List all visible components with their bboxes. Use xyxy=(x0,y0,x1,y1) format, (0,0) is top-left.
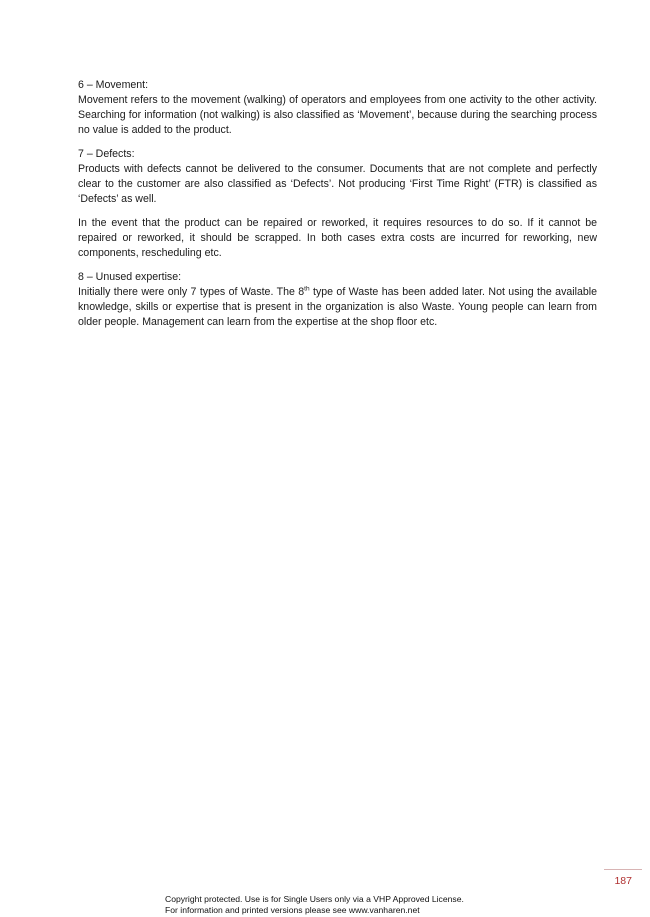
section-unused-expertise xyxy=(78,270,597,330)
page-content xyxy=(78,78,597,339)
footer-line-copyright: Copyright protected. Use is for Single Users only via a VHP Approved License. xyxy=(165,894,464,904)
section-movement xyxy=(78,78,597,138)
paragraph-text-before: Initially there were only 7 types of Waste. The 8 xyxy=(78,286,305,298)
section-paragraph xyxy=(78,285,597,330)
section-heading: 7 – Defects: xyxy=(78,148,135,160)
section-heading: 6 – Movement: xyxy=(78,79,149,91)
page-number: 187 xyxy=(614,875,632,887)
section-paragraph: Movement refers to the movement (walking) of operators and employees from one activity to the other activity. Searching for information (not walking) is also classified as ‘Movement’, because during the searching process no value is added to the product. xyxy=(78,94,597,136)
footer-line-info: For information and printed versions please see www.vanharen.net xyxy=(165,904,420,915)
section-defects xyxy=(78,147,597,261)
page-number-rule xyxy=(604,869,642,870)
copyright-footer xyxy=(165,894,464,915)
section-paragraph: In the event that the product can be repaired or reworked, it requires resources to do so. If it cannot be repaired or reworked, it should be scrapped. In both cases extra costs are incurred for reworking, new components, rescheduling etc. xyxy=(78,217,597,259)
paragraph-text-after: type of Waste has been added later. Not using the available knowledge, skills or expertise that is present in the organization is also Waste. Young people can learn from older people. Management can learn from the expertise at the shop floor etc. xyxy=(78,286,597,328)
section-paragraph: Products with defects cannot be delivered to the consumer. Documents that are not complete and perfectly clear to the customer are also classified as ‘Defects’. Not producing ‘First Time Right’ (FTR) is classified as ‘Defects’ as well. xyxy=(78,163,597,205)
section-heading: 8 – Unused expertise: xyxy=(78,271,182,283)
ordinal-superscript: th xyxy=(304,285,310,293)
